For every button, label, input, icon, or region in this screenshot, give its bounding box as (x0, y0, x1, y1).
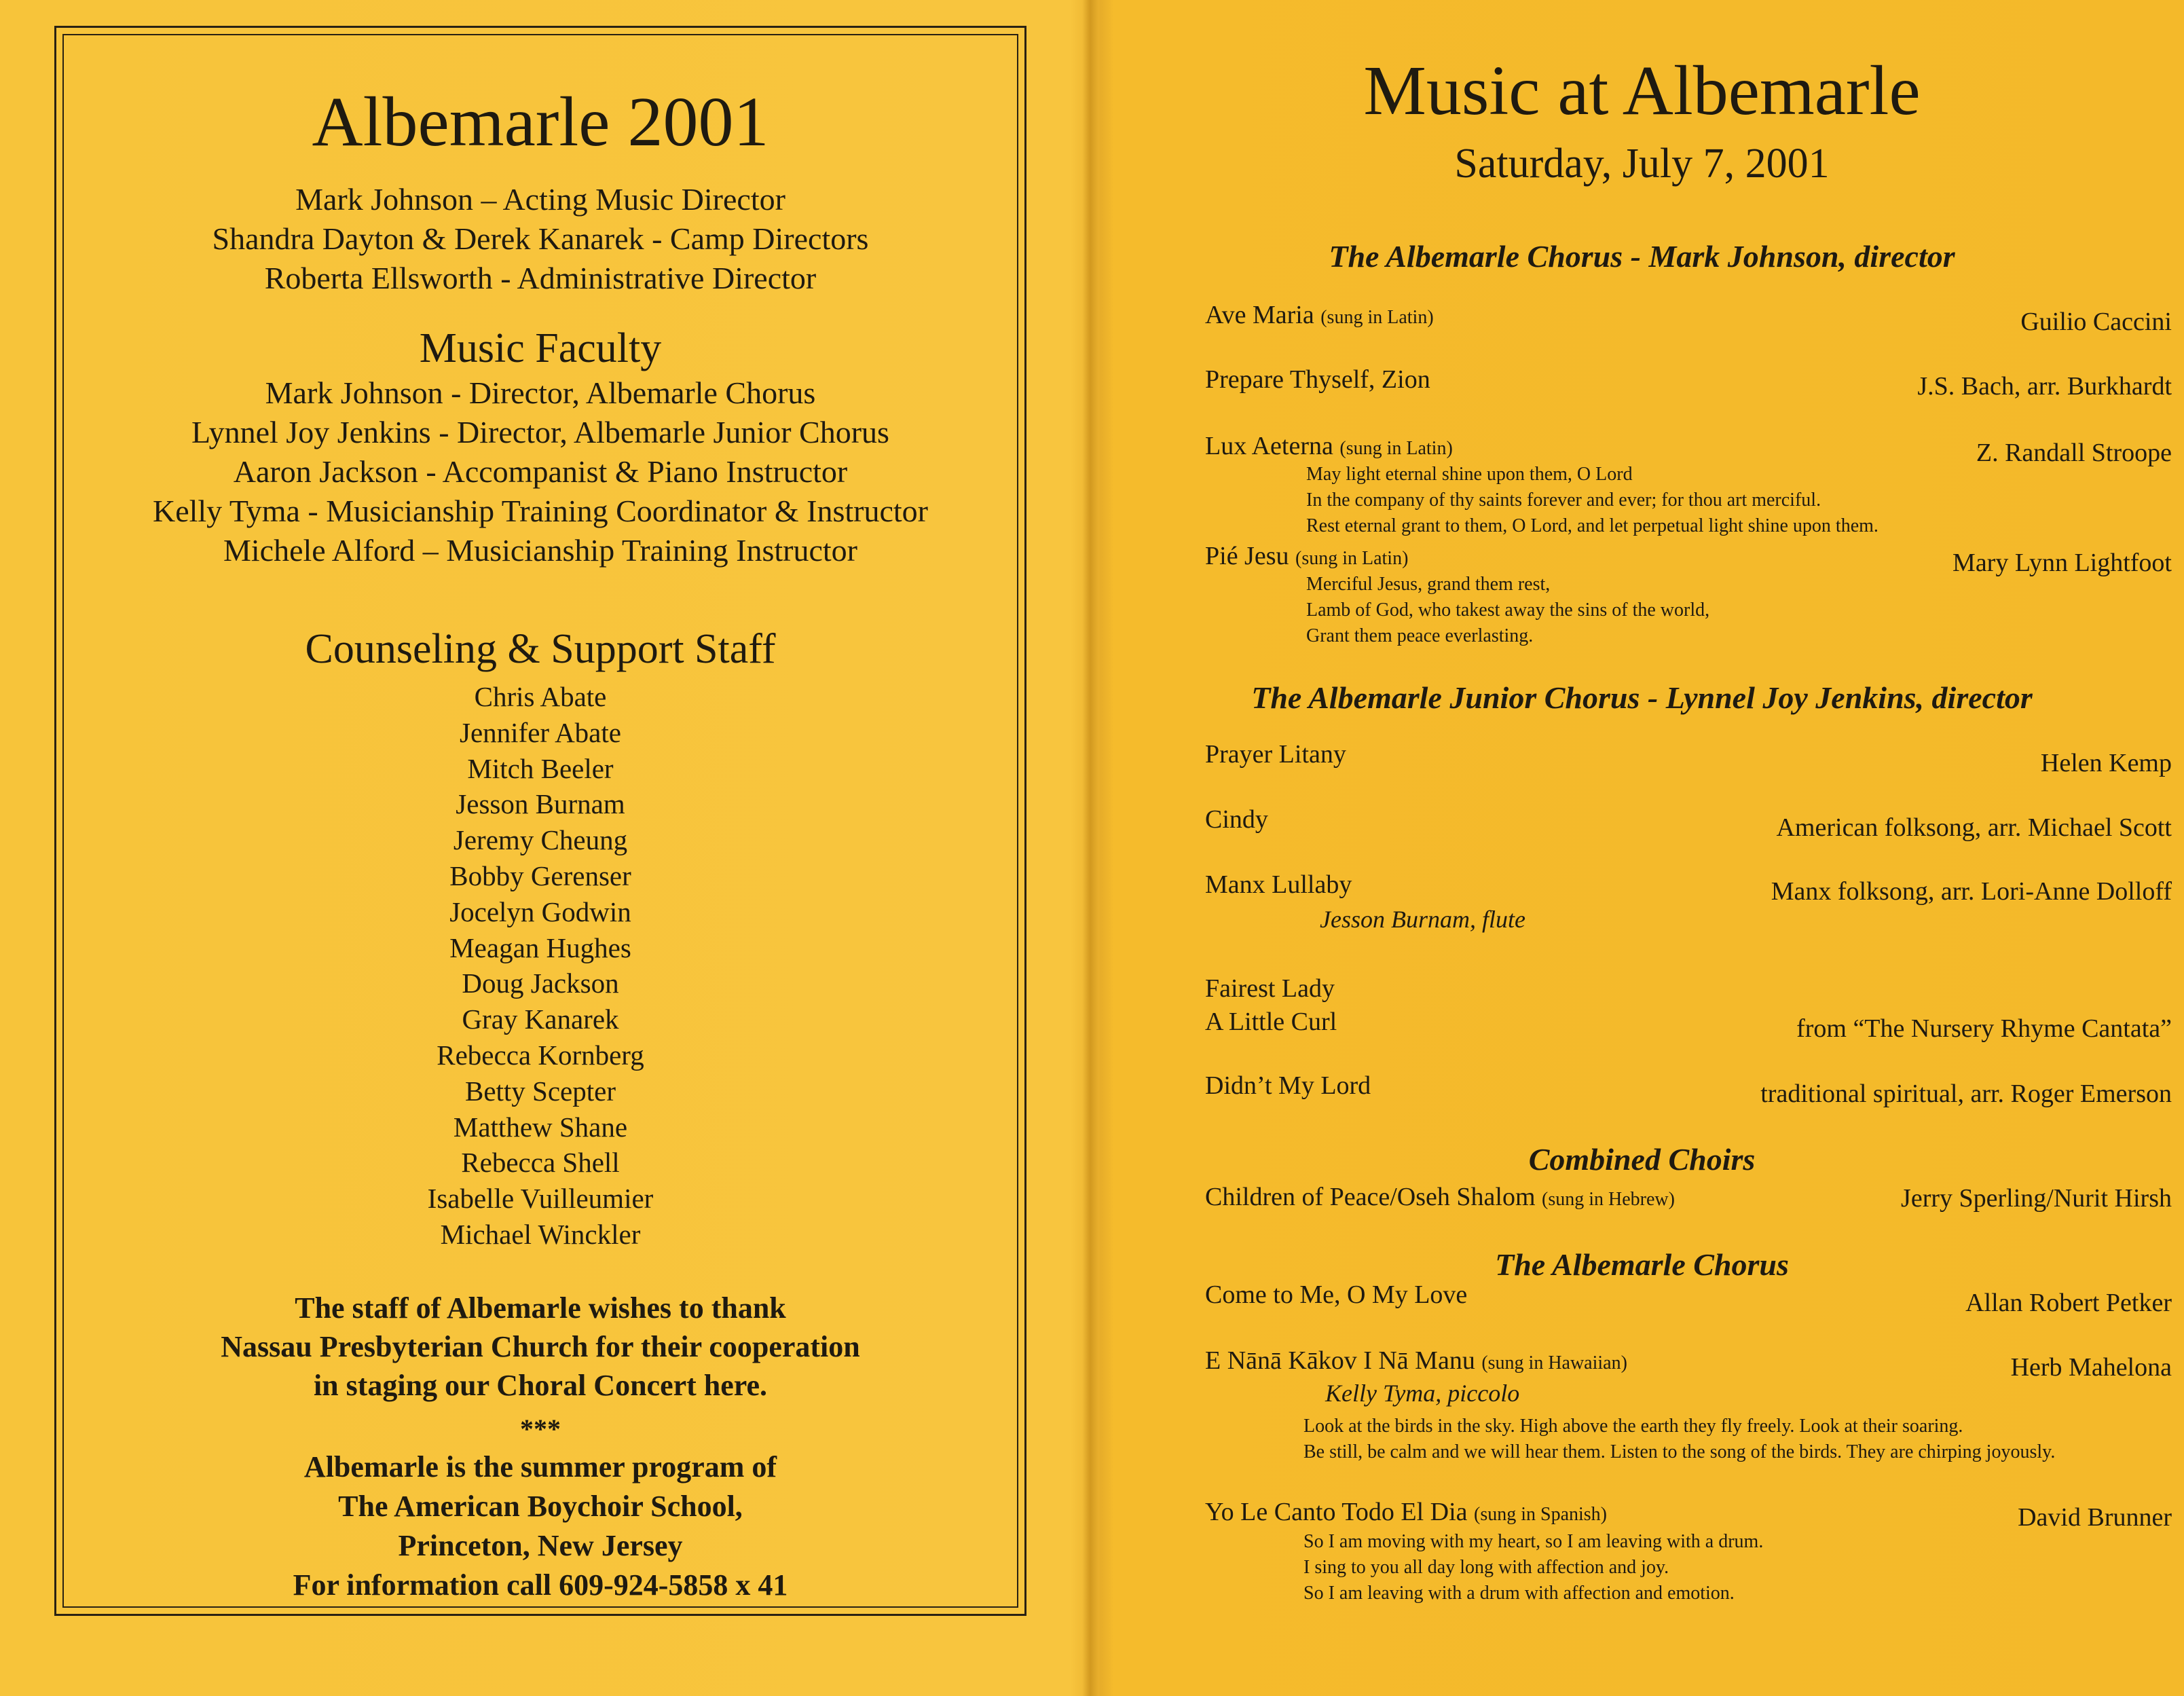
translation-line: Rest eternal grant to them, O Lord, and let perpetual light shine upon them. (1306, 515, 1878, 536)
piece-title: Didn’t My Lord (1205, 1071, 1371, 1100)
staff-name: Michael Winckler (440, 1218, 641, 1250)
center-fold (1082, 0, 1098, 1696)
program-line: Princeton, New Jersey (398, 1529, 683, 1562)
program-info (62, 1448, 1018, 1605)
translation-line: So I am moving with my heart, so I am leaving with a drum. (1303, 1531, 1764, 1552)
staff-name: Rebecca Kornberg (437, 1039, 644, 1071)
director-line: Mark Johnson – Acting Music Director (295, 182, 785, 217)
staff-name: Jeremy Cheung (453, 824, 628, 856)
faculty-line: Michele Alford – Musicianship Training Instructor (223, 533, 857, 568)
composer: Jerry Sperling/Nurit Hirsh (1901, 1184, 2172, 1213)
staff-list (62, 679, 1018, 1253)
left-page (62, 34, 1018, 1608)
translation-line: So I am leaving with a drum with affection and emotion. (1303, 1583, 1735, 1604)
faculty-line: Kelly Tyma - Musicianship Training Coordinator & Instructor (152, 494, 928, 528)
staff-name: Jesson Burnam (456, 788, 625, 820)
piece-title: Children of Peace/Oseh Shalom (sung in Hebrew) (1205, 1183, 1675, 1211)
language-note: (sung in Latin) (1320, 307, 1434, 328)
piece-title: Lux Aeterna (sung in Latin) (1205, 432, 1453, 460)
thanks-line: Nassau Presbyterian Church for their cooperation (221, 1330, 860, 1363)
section-heading-combined-choirs: Combined Choirs (1528, 1142, 1756, 1177)
thanks-note (62, 1289, 1018, 1405)
piece-title: E Nānā Kākov I Nā Manu (sung in Hawaiian) (1205, 1346, 1627, 1375)
translation-line: Lamb of God, who takest away the sins of the world, (1306, 600, 1710, 621)
composer: Manx folksong, arr. Lori-Anne Dolloff (1771, 877, 2172, 906)
translation-line: In the company of thy saints forever and ever; for thou art merciful. (1306, 490, 1821, 511)
piece-title: Pié Jesu (sung in Latin) (1205, 542, 1409, 570)
composer: Helen Kemp (2040, 749, 2172, 777)
staff-name: Doug Jackson (462, 967, 619, 999)
performer: Kelly Tyma, piccolo (1325, 1380, 1520, 1407)
section-heading-junior-chorus: The Albemarle Junior Chorus - Lynnel Joy Jenkins, director (1251, 680, 2033, 715)
staff-name: Meagan Hughes (449, 932, 631, 963)
program-line: The American Boychoir School, (338, 1490, 743, 1523)
composer: Herb Mahelona (2010, 1353, 2172, 1382)
piece-title: Manx Lullaby (1205, 870, 1352, 899)
translation-line: Look at the birds in the sky. High above the earth they fly freely. Look at their soaring. (1303, 1416, 1963, 1437)
director-line: Roberta Ellsworth - Administrative Director (264, 261, 817, 295)
staff-name: Bobby Gerenser (449, 860, 631, 891)
director-line: Shandra Dayton & Derek Kanarek - Camp Directors (212, 221, 869, 256)
language-note: (sung in Latin) (1339, 438, 1453, 459)
piece-title: Prepare Thyself, Zion (1205, 365, 1430, 394)
staff-name: Mitch Beeler (467, 752, 614, 784)
staff-name: Rebecca Shell (461, 1147, 620, 1179)
staff-name: Matthew Shane (453, 1111, 628, 1143)
faculty-line: Mark Johnson - Director, Albemarle Chorus (265, 375, 816, 410)
staff-name: Jocelyn Godwin (449, 896, 631, 927)
translation-line: I sing to you all day long with affection and joy. (1303, 1557, 1669, 1578)
program-line: Albemarle is the summer program of (303, 1450, 777, 1483)
faculty-list (62, 373, 1018, 570)
staff-name: Betty Scepter (464, 1075, 616, 1107)
faculty-line: Lynnel Joy Jenkins - Director, Albemarle Junior Chorus (191, 415, 889, 449)
staff-name: Gray Kanarek (462, 1003, 619, 1035)
directors-list (62, 180, 1018, 298)
composer: from “The Nursery Rhyme Cantata” (1796, 1014, 2172, 1043)
piece-title: Yo Le Canto Todo El Dia (sung in Spanish) (1205, 1498, 1607, 1526)
performer: Jesson Burnam, flute (1320, 906, 1525, 933)
staff-name: Isabelle Vuilleumier (427, 1183, 654, 1215)
program-phone-line: For information call 609-924-5858 x 41 (293, 1568, 788, 1602)
thanks-line: The staff of Albemarle wishes to thank (295, 1291, 786, 1325)
language-note: (sung in Hebrew) (1542, 1189, 1675, 1210)
translation (1306, 462, 1878, 539)
piece-title: Cindy (1205, 805, 1268, 834)
staff-name: Jennifer Abate (460, 716, 621, 748)
piece-title: A Little Curl (1205, 1008, 1337, 1036)
translation-line: Merciful Jesus, grand them rest, (1306, 574, 1551, 595)
translation-line: Be still, be calm and we will hear them. Listen to the song of the birds. They are chirping joyously. (1303, 1441, 2056, 1462)
composer: traditional spiritual, arr. Roger Emerson (1760, 1080, 2172, 1108)
language-note: (sung in Hawaiian) (1481, 1352, 1627, 1374)
staff-name: Chris Abate (474, 681, 607, 712)
language-note: (sung in Latin) (1295, 548, 1409, 569)
translation (1306, 572, 1709, 649)
left-title: Albemarle 2001 (312, 83, 769, 161)
piece-title: Prayer Litany (1205, 740, 1346, 769)
thanks-line: in staging our Choral Concert here. (313, 1369, 768, 1402)
composer: American folksong, arr. Michael Scott (1776, 813, 2172, 842)
composer: Allan Robert Petker (1965, 1289, 2172, 1317)
language-note: (sung in Spanish) (1474, 1504, 1607, 1525)
translation-line: Grant them peace everlasting. (1306, 625, 1534, 646)
composer: Z. Randall Stroope (1976, 439, 2172, 467)
section-heading-albemarle-chorus: The Albemarle Chorus - Mark Johnson, director (1329, 239, 1955, 274)
concert-title: Music at Albemarle (1363, 52, 1921, 130)
section-heading-albemarle-chorus-2: The Albemarle Chorus (1495, 1247, 1789, 1282)
piece-title: Come to Me, O My Love (1205, 1280, 1468, 1309)
translation (1303, 1414, 2055, 1465)
translation-line: May light eternal shine upon them, O Lord (1306, 464, 1633, 485)
composer: J.S. Bach, arr. Burkhardt (1917, 372, 2172, 401)
piece-title: Ave Maria (sung in Latin) (1205, 301, 1434, 329)
staff-heading: Counseling & Support Staff (305, 626, 776, 672)
composer: Guilio Caccini (2020, 308, 2172, 336)
faculty-heading: Music Faculty (419, 325, 662, 371)
piece-title: Fairest Lady (1205, 974, 1335, 1003)
concert-date: Saturday, July 7, 2001 (1454, 141, 1830, 187)
composer: David Brunner (2018, 1503, 2172, 1532)
separator-stars: *** (520, 1414, 561, 1444)
composer: Mary Lynn Lightfoot (1952, 549, 2172, 577)
translation (1303, 1529, 1763, 1606)
faculty-line: Aaron Jackson - Accompanist & Piano Instructor (233, 454, 848, 489)
